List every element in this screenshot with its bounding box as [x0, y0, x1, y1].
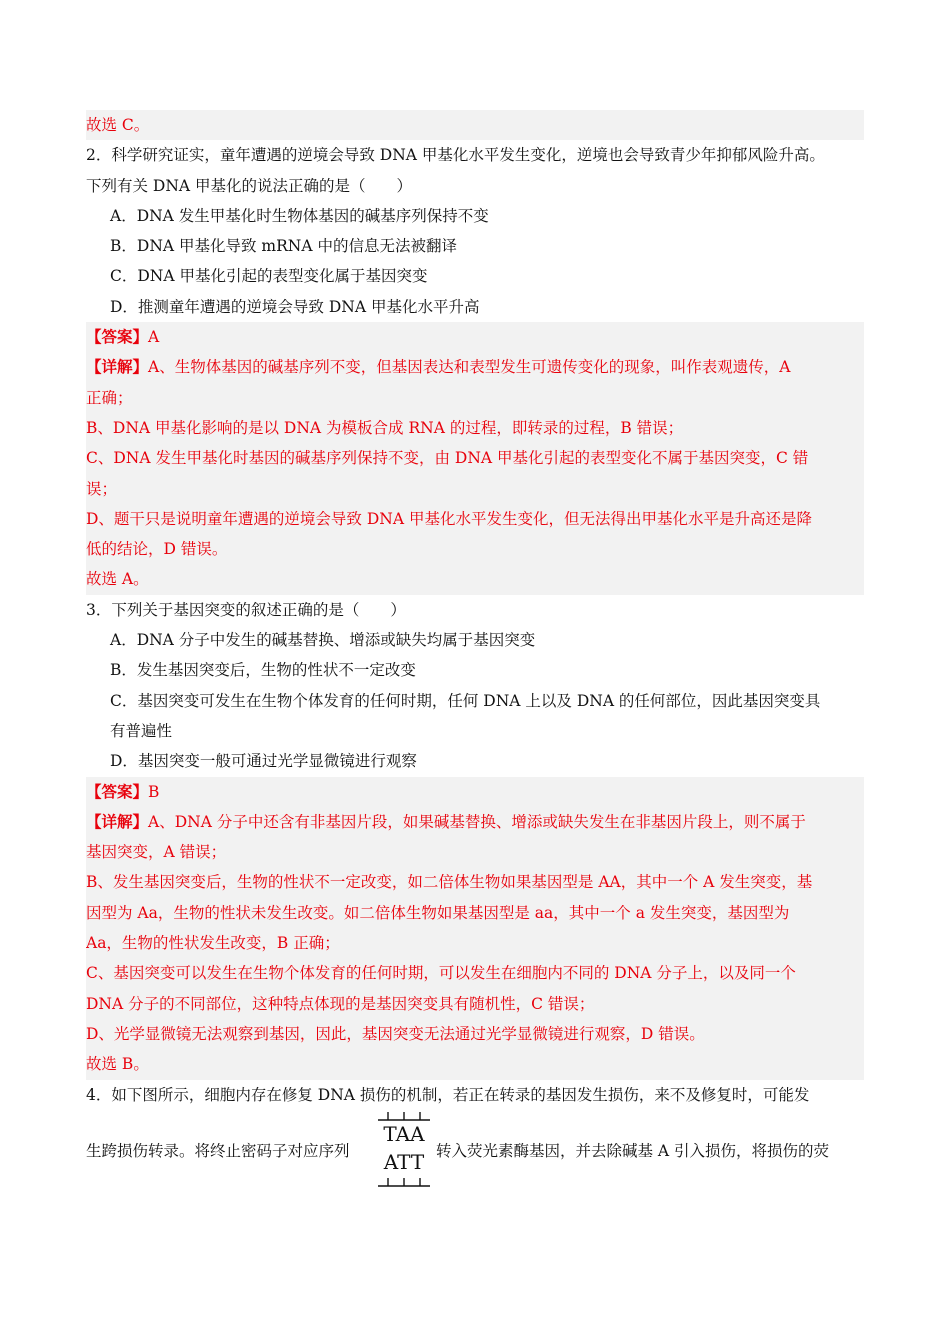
q2-detail-line7: 低的结论，D 错误。 — [86, 534, 864, 564]
q3-detail-line7: DNA 分子的不同部位，这种特点体现的是基因突变具有随机性，C 错误； — [86, 989, 864, 1019]
q3-detail-line4: 因型为 Aa，生物的性状未发生改变。如二倍体生物如果基因型是 aa，其中一个 a 发生突变，基因型为 — [86, 898, 864, 928]
q3-detail-line8: D、光学显微镜无法观察到基因，因此，基因突变无法通过光学显微镜进行观察，D 错误。 — [86, 1019, 864, 1049]
q3-detail-line5: Aa，生物的性状发生改变，B 正确； — [86, 928, 864, 958]
q3-option-c-line2: 有普遍性 — [110, 721, 173, 740]
detail-tag: 【详解】 — [86, 811, 149, 831]
q3-answer — [86, 777, 864, 807]
q4-stem-line1: 4．如下图所示，细胞内存在修复 DNA 损伤的机制，若正在转录的基因发生损伤，来不及修复时，可能发 — [86, 1085, 810, 1104]
q2-answer — [86, 322, 864, 352]
q3-option-b: B．发生基因突变后，生物的性状不一定改变 — [110, 661, 416, 680]
q3-detail-line2: 基因突变，A 错误； — [86, 837, 864, 867]
detail-tag: 【详解】 — [86, 357, 149, 377]
answer-tag: 【答案】 — [86, 781, 149, 801]
answer-value: B — [148, 782, 160, 801]
document-body — [86, 110, 864, 1196]
q2-detail-line5: 误； — [86, 474, 864, 504]
detail-text: A、生物体基因的碱基序列不变，但基因表达和表型发生可遗传变化的现象，叫作表观遗传，A — [148, 358, 791, 377]
q3-option-d: D．基因突变一般可通过光学显微镜进行观察 — [110, 752, 417, 771]
q2-detail-line2: 正确； — [86, 383, 864, 413]
sequence-top-strand: TAA — [383, 1121, 425, 1146]
q2-option-b: B．DNA 甲基化导致 mRNA 中的信息无法被翻译 — [110, 237, 457, 256]
q3-stem: 3．下列关于基因突变的叙述正确的是（ ） — [86, 600, 406, 619]
q2-stem-line1: 2．科学研究证实，童年遭遇的逆境会导致 DNA 甲基化水平发生变化，逆境也会导致青少年抑郁风险升高。 — [86, 146, 825, 165]
q3-option-c-line1: C．基因突变可发生在生物个体发育的任何时期，任何 DNA 上以及 DNA 的任何部位，因此基因突变具 — [110, 691, 821, 710]
dna-sequence-figure — [376, 1110, 432, 1196]
q4-stem — [86, 1080, 864, 1196]
q2-stem-line2: 下列有关 DNA 甲基化的说法正确的是（ ） — [86, 176, 413, 195]
q2-option-c: C．DNA 甲基化引起的表型变化属于基因突变 — [110, 267, 428, 286]
sequence-bottom-strand: ATT — [383, 1149, 425, 1174]
q3-detail-line3: B、发生基因突变后，生物的性状不一定改变，如二倍体生物如果基因型是 AA，其中一个 A 发生突变，基 — [86, 867, 864, 897]
q2-detail-line6: D、题干只是说明童年遭遇的逆境会导致 DNA 甲基化水平发生变化，但无法得出甲基化水平是升高还是降 — [86, 504, 864, 534]
q2-detail-line1 — [86, 352, 864, 382]
q3-detail-line6: C、基因突变可以发生在生物个体发育的任何时期，可以发生在细胞内不同的 DNA 分子上，以及同一个 — [86, 958, 864, 988]
q3-conclusion: 故选 B。 — [86, 1049, 864, 1079]
q2-option-a: A．DNA 发生甲基化时生物体基因的碱基序列保持不变 — [110, 206, 489, 225]
q2-detail-line3: B、DNA 甲基化影响的是以 DNA 为模板合成 RNA 的过程，即转录的过程，B 错误； — [86, 413, 864, 443]
q2-conclusion: 故选 A。 — [86, 564, 864, 594]
q2-detail-line4: C、DNA 发生甲基化时基因的碱基序列保持不变，由 DNA 甲基化引起的表型变化不属于基因突变，C 错 — [86, 443, 864, 473]
q3-detail-line1 — [86, 807, 864, 837]
answer-value: A — [148, 328, 160, 347]
q3-option-a: A．DNA 分子中发生的碱基替换、增添或缺失均属于基因突变 — [110, 631, 536, 650]
q2-option-d: D．推测童年遭遇的逆境会导致 DNA 甲基化水平升高 — [110, 297, 480, 316]
answer-tag: 【答案】 — [86, 327, 149, 347]
detail-text: A、DNA 分子中还含有非基因片段，如果碱基替换、增添或缺失发生在非基因片段上，则不属于 — [148, 812, 806, 831]
q4-stem-line2-start: 生跨损伤转录。将终止密码子对应序列 — [86, 1141, 350, 1160]
q1-conclusion: 故选 C。 — [86, 110, 864, 140]
q4-stem-line2-end: 转入荧光素酶基因，并去除碱基 A 引入损伤，将损伤的荧 — [436, 1141, 830, 1160]
